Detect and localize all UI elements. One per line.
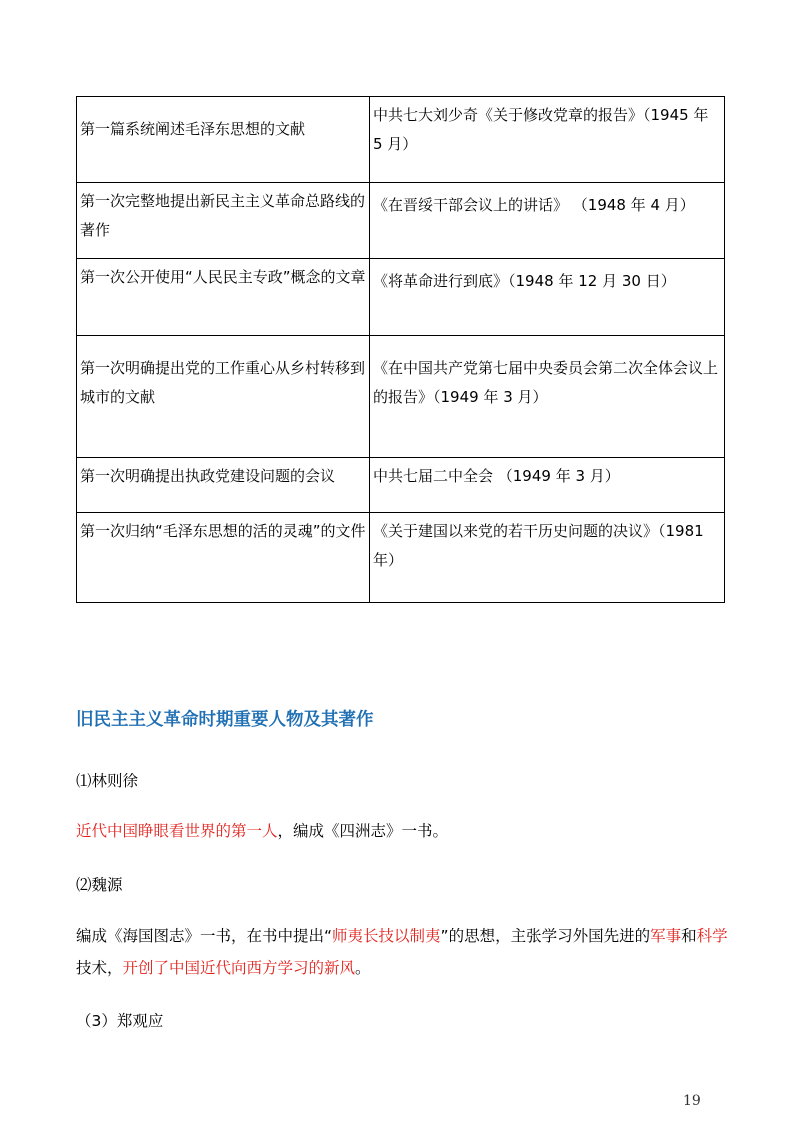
paragraph-lin <box>76 816 736 846</box>
highlight-text: 科学 <box>696 927 728 945</box>
table-cell-source: 《在中国共产党第七届中央委员会第二次全体会议上的报告》（1949 年 3 月） <box>370 336 725 458</box>
table-cell-source: 中共七大刘少奇《关于修改党章的报告》（1945 年 5 月） <box>370 97 725 183</box>
firsts-table <box>76 96 725 603</box>
body-text: ，编成《四洲志》一书。 <box>277 822 449 840</box>
body-text: 。 <box>355 959 371 977</box>
person-heading-wei: ⑵魏源 <box>76 876 123 894</box>
paragraph-wei <box>76 920 736 984</box>
body-text: 编成《海国图志》一书，在书中提出“ <box>76 927 333 945</box>
table-cell-item: 第一次公开使用“人民民主专政”概念的文章 <box>77 259 370 336</box>
table-cell-source: 《将革命进行到底》（1948 年 12 月 30 日） <box>370 259 725 336</box>
table-cell-item: 第一篇系统阐述毛泽东思想的文献 <box>77 97 370 183</box>
person-heading-lin: ⑴林则徐 <box>76 772 139 790</box>
table-cell-item: 第一次明确提出执政党建设问题的会议 <box>77 458 370 513</box>
table-row <box>77 259 725 336</box>
table-cell-source: 《在晋绥干部会议上的讲话》 （1948 年 4 月） <box>370 183 725 259</box>
table-row <box>77 183 725 259</box>
highlight-text: 师夷长技以制夷 <box>332 927 441 945</box>
table-cell-item: 第一次明确提出党的工作重心从乡村转移到城市的文献 <box>77 336 370 458</box>
table-row <box>77 458 725 513</box>
highlight-text: 开创了中国近代向西方学习的新风 <box>122 959 356 977</box>
person-heading-zheng: （3）郑观应 <box>76 1012 164 1030</box>
table-cell-item: 第一次完整地提出新民主主义革命总路线的著作 <box>77 183 370 259</box>
table-cell-source: 《关于建国以来党的若干历史问题的决议》（1981 年） <box>370 513 725 603</box>
section-title: 旧民主主义革命时期重要人物及其著作 <box>76 710 374 730</box>
body-text: 和 <box>681 927 697 945</box>
table-cell-source: 中共七届二中全会 （1949 年 3 月） <box>370 458 725 513</box>
table-row <box>77 97 725 183</box>
highlight-text: 近代中国睁眼看世界的第一人 <box>76 822 278 840</box>
body-text: 技术， <box>76 959 123 977</box>
page-number: 19 <box>683 1093 701 1109</box>
highlight-text: 军事 <box>650 927 682 945</box>
table-row <box>77 513 725 603</box>
table-cell-item: 第一次归纳“毛泽东思想的活的灵魂”的文件 <box>77 513 370 603</box>
table-row <box>77 336 725 458</box>
body-text: ”的思想，主张学习外国先进的 <box>440 927 651 945</box>
